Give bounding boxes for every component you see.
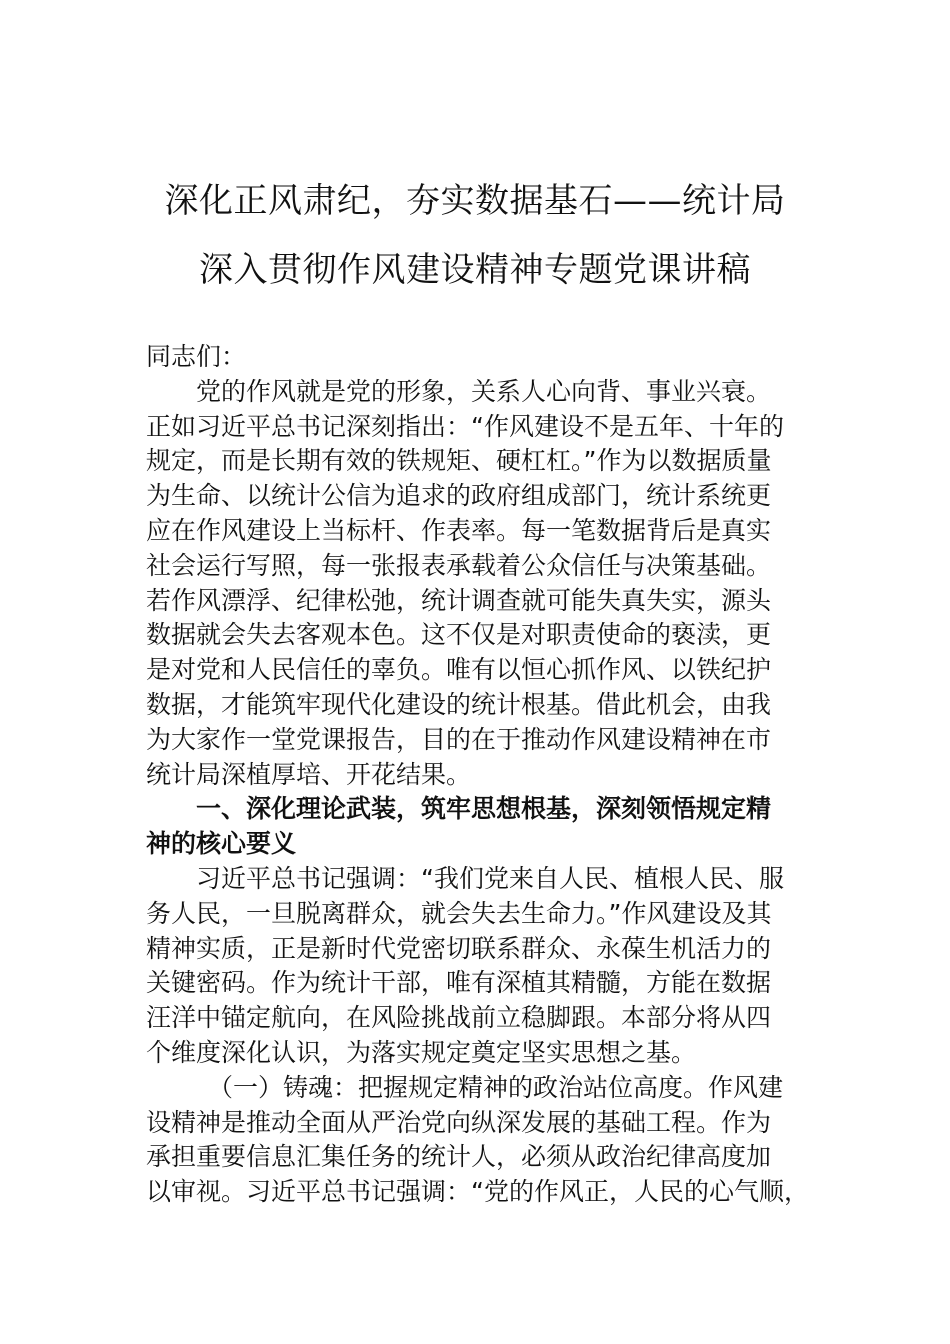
paragraph-line: 个维度深化认识，为落实规定奠定坚实思想之基。 xyxy=(146,1037,697,1067)
section-heading xyxy=(146,792,810,862)
document-title-line-2: 深入贯彻作风建设精神专题党课讲稿 xyxy=(199,250,751,290)
paragraph-line: 数据就会失去客观本色。这不仅是对职责使命的亵渎，更 xyxy=(146,620,772,650)
paragraph-line: 党的作风就是党的形象，关系人心向背、事业兴衰。 xyxy=(196,376,772,406)
paragraph-line: 承担重要信息汇集任务的统计人，必须从政治纪律高度加 xyxy=(146,1142,772,1172)
paragraph-line: 规定，而是长期有效的铁规矩、硬杠杠。”作为以数据质量 xyxy=(146,446,772,476)
paragraph-line: 为大家作一堂党课报告，目的在于推动作风建设精神在市 xyxy=(146,724,772,754)
paragraph-line: 汪洋中锚定航向，在风险挑战前立稳脚跟。本部分将从四 xyxy=(146,1003,772,1033)
paragraph-line: 为生命、以统计公信为追求的政府组成部门，统计系统更 xyxy=(146,481,772,511)
paragraph-line: 精神实质，正是新时代党密切联系群众、永葆生机活力的 xyxy=(146,933,772,963)
document-body xyxy=(146,340,810,1210)
paragraph-line: （一）铸魂：把握规定精神的政治站位高度。作风建 xyxy=(208,1072,784,1102)
document-title-line-1: 深化正风肃纪，夯实数据基石——统计局 xyxy=(164,181,786,221)
paragraph-line: 应在作风建设上当标杆、作表率。每一笔数据背后是真实 xyxy=(146,515,772,545)
intro-paragraph xyxy=(146,375,810,793)
paragraph-line: 习近平总书记强调：“我们党来自人民、植根人民、服 xyxy=(196,863,784,893)
section-paragraph xyxy=(146,862,810,1071)
heading-line: 神的核心要义 xyxy=(146,829,297,859)
heading-line: 一、深化理论武装，筑牢思想根基，深刻领悟规定精 xyxy=(196,794,772,824)
paragraph-line: 正如习近平总书记深刻指出：“作风建设不是五年、十年的 xyxy=(146,411,784,441)
paragraph-line: 务人民，一旦脱离群众，就会失去生命力。”作风建设及其 xyxy=(146,898,772,928)
paragraph-line: 设精神是推动全面从严治党向纵深发展的基础工程。作为 xyxy=(146,1107,772,1137)
subsection-paragraph xyxy=(146,1071,810,1210)
paragraph-line: 统计局深植厚培、开花结果。 xyxy=(146,759,472,789)
paragraph-line: 以审视。习近平总书记强调：“党的作风正，人民的心气顺， xyxy=(146,1177,809,1207)
paragraph-line: 若作风漂浮、纪律松弛，统计调查就可能失真失实，源头 xyxy=(146,585,772,615)
salutation: 同志们： xyxy=(146,342,247,371)
paragraph-line: 社会运行写照，每一张报表承载着公众信任与决策基础。 xyxy=(146,550,772,580)
paragraph-line: 是对党和人民信任的辜负。唯有以恒心抓作风、以铁纪护 xyxy=(146,655,772,685)
paragraph-line: 关键密码。作为统计干部，唯有深植其精髓，方能在数据 xyxy=(146,968,772,998)
paragraph-line: 数据，才能筑牢现代化建设的统计根基。借此机会，由我 xyxy=(146,689,772,719)
